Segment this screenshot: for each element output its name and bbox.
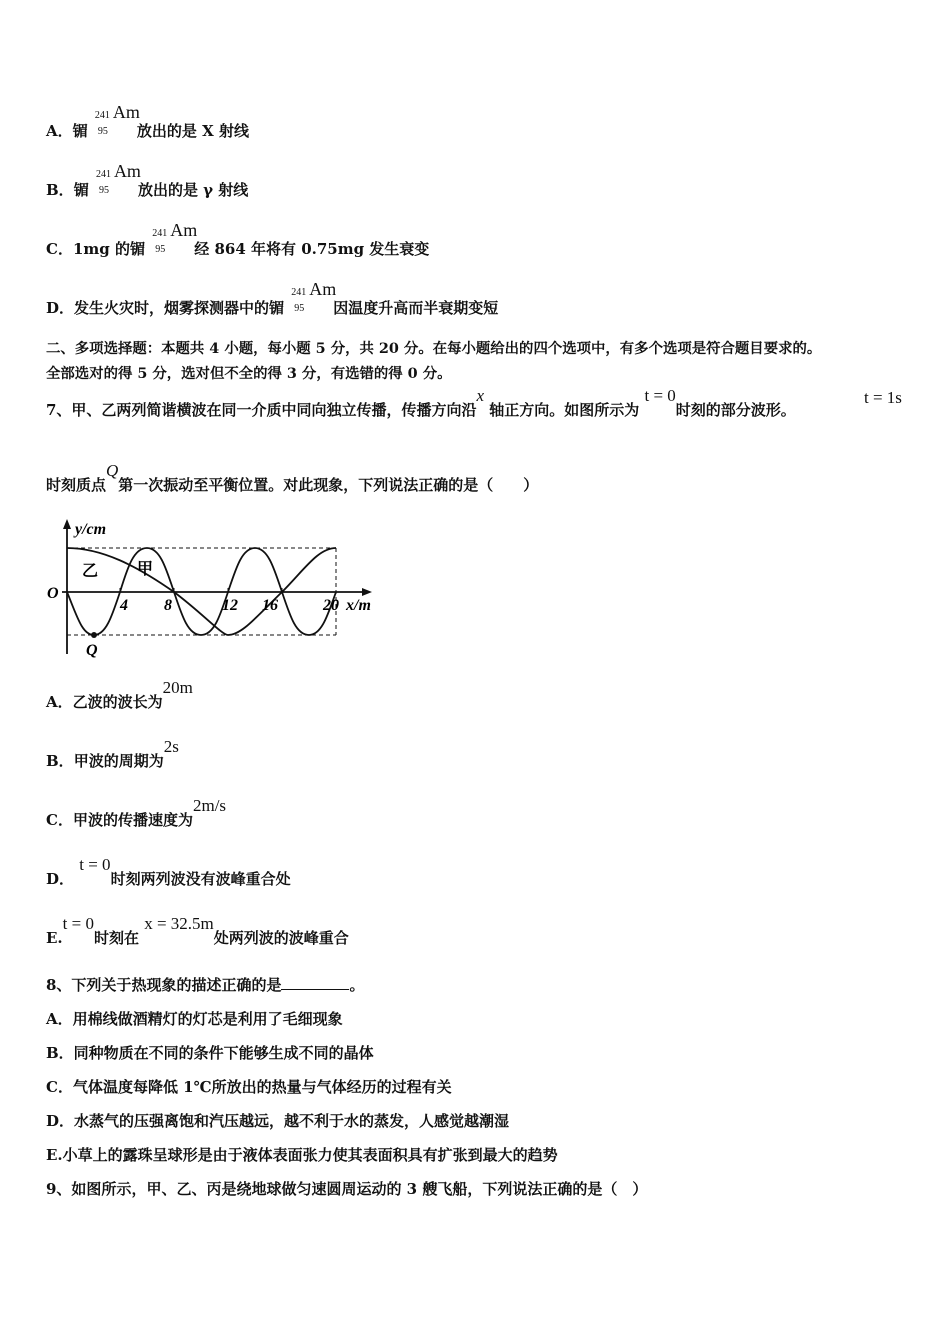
q8-option-d: D．水蒸气的压强离饱和汽压越远，越不利于水的蒸发，人感觉越潮湿 [46,1112,510,1130]
section2-line1: 二、多项选择题：本题共 4 小题，每小题 5 分，共 20 分。在每小题给出的四个选项中，有多个选项是符合题目要求的。 [46,340,822,357]
y-axis-label: y/cm [75,521,107,538]
q7-option-e: E.t = 0时刻在 x = 32.5m处两列波的波峰重合 [46,914,349,947]
q8-stem: 8、下列关于热现象的描述正确的是 。 [46,976,365,994]
isotope-am241: 241 95 Am [95,161,141,196]
point-q-label: Q [86,642,98,659]
q6-option-c: C．1mg 的镅 241 95 Am 经 864 年将有 0.75mg 发生衰变 [46,220,430,258]
q8-option-e: E.小草上的露珠呈球形是由于液体表面张力使其表面积具有扩张到最大的趋势 [46,1146,558,1164]
q6-option-b: B．镅 241 95 Am 放出的是 γ 射线 [46,161,249,199]
q6-option-a: A．镅 241 95 Am 放出的是 X 射线 [46,102,249,140]
isotope-am241: 241 95 Am [94,102,140,137]
wave-jia-label: 甲 [137,561,154,578]
isotope-am241: 241 95 Am [152,220,198,255]
section2-line2: 全部选对的得 5 分，选对但不全的得 3 分，有选错的得 0 分。 [46,365,452,382]
q7-stem-line1: 7、甲、乙两列简谐横波在同一介质中同向独立传播，传播方向沿x 轴正方向。如图所示为 t = 0时刻的部分波形。 [46,386,796,419]
isotope-am241: 241 95 Am [291,279,337,314]
x-axis-arrow [362,588,372,596]
answer-blank [281,975,349,990]
tick-label-12: 12 [222,597,238,614]
tick-label-4: 4 [120,597,128,614]
q7-t1-value: t = 1s [864,388,902,407]
q8-option-c: C．气体温度每降低 1℃所放出的热量与气体经历的过程有关 [46,1078,452,1096]
tick-label-16: 16 [262,597,278,614]
wave-figure [42,516,387,661]
q6-option-d: D．发生火灾时，烟雾探测器中的镅 241 95 Am 因温度升高而半衰期变短 [46,279,499,317]
x-axis-label: x/m [346,597,371,614]
q8-option-a: A．用棉线做酒精灯的灯芯是利用了毛细现象 [46,1010,343,1028]
q8-option-b: B．同种物质在不同的条件下能够生成不同的晶体 [46,1044,374,1062]
tick-label-8: 8 [164,597,172,614]
q7-option-d: D． t = 0时刻两列波没有波峰重合处 [46,855,291,888]
point-q [91,632,97,638]
q9-stem: 9、如图所示，甲、乙、丙是绕地球做匀速圆周运动的 3 艘飞船，下列说法正确的是（ ） [46,1180,648,1198]
q7-option-c: C．甲波的传播速度为2m/s [46,796,227,829]
q7-option-b: B．甲波的周期为2s [46,737,179,770]
tick-label-20: 20 [323,597,339,614]
q7-stem-line2: 时刻质点Q第一次振动至平衡位置。对此现象，下列说法正确的是（ ） [46,461,539,494]
q7-option-a: A．乙波的波长为20m [46,678,193,711]
origin-label: O [47,585,59,602]
wave-yi-label: 乙 [82,563,99,580]
y-axis-arrow [63,519,71,529]
